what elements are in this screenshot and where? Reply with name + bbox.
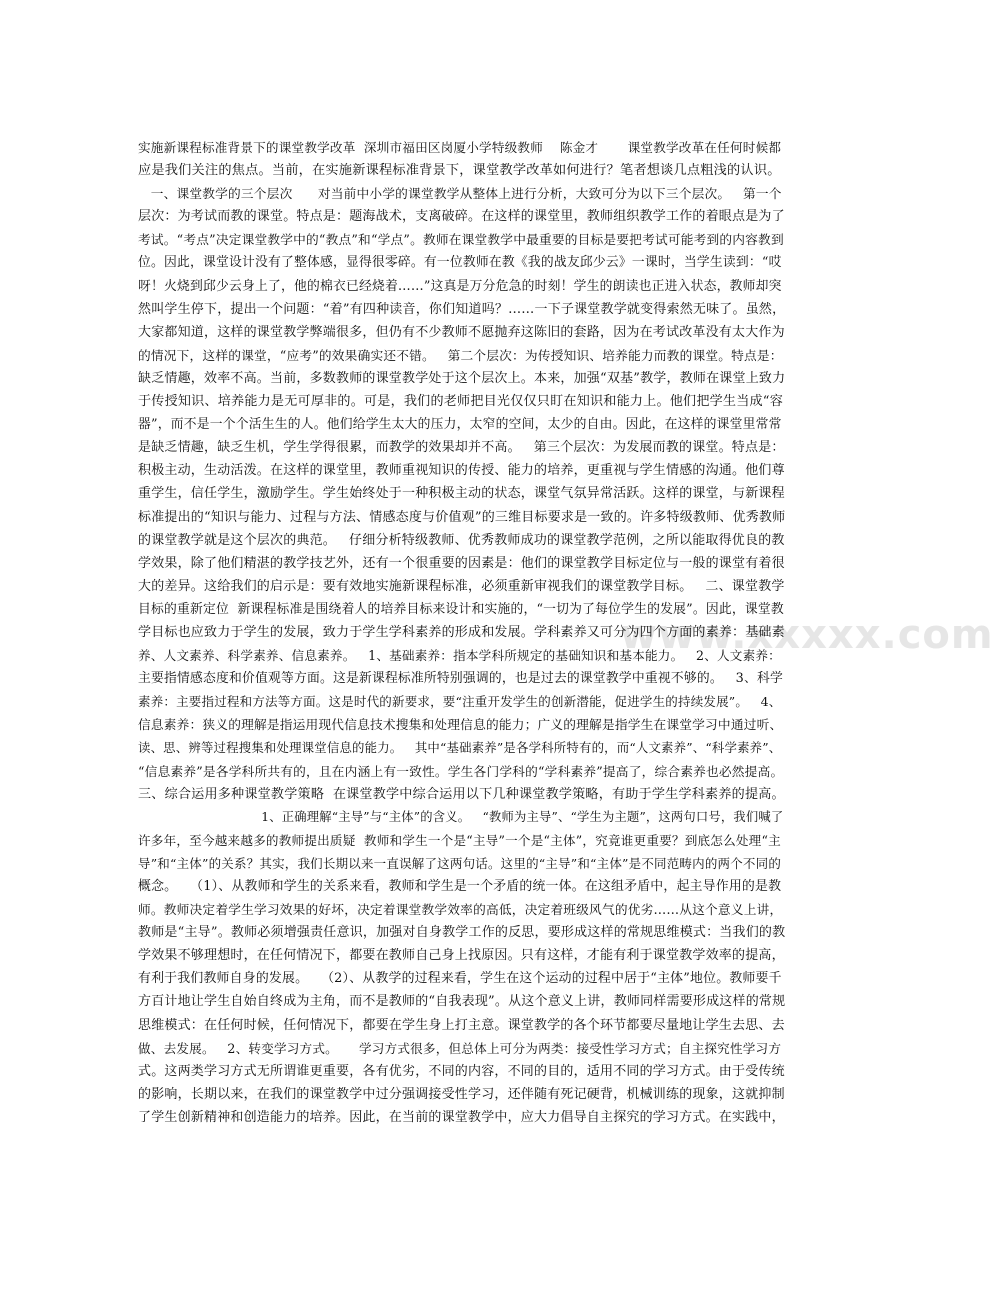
text-line: 大的差异。这给我们的启示是：要有效地实施新课程标准，必须重新审视我们的课堂教学目标。 二、课堂教学 (138, 578, 785, 594)
text-line: 三、综合运用多种课堂教学策略 在课堂教学中综合运用以下几种课堂教学策略，有助于学生学科素养的提高。 (138, 786, 785, 802)
text-line: 式。这两类学习方式无所谓谁更重要，各有优劣，不同的内容，不同的目的，适用不同的学习方式。由于受传统 (138, 1063, 785, 1079)
article-body (138, 136, 785, 1129)
text-line: 了学生创新精神和创造能力的培养。因此，在当前的课堂教学中，应大力倡导自主探究的学习方式。在实践中， (138, 1109, 785, 1125)
text-line: 教师是“主导”。教师必须增强责任意识，加强对自身教学工作的反思，要形成这样的常规思维模式：当我们的教 (138, 925, 786, 941)
text-line: 然叫学生停下，提出一个问题：“着”有四种读音，你们知道吗？……一下子课堂教学就变得索然无味了。虽然， (138, 301, 786, 317)
text-line: 器”，而不是一个个活生生的人。他们给学生太大的压力，太窄的空间，太少的自由。因此，在这样的课堂里常常 (138, 417, 782, 433)
text-line: 学目标也应致力于学生的发展，致力于学生学科素养的形成和发展。学科素养又可分为四个方面的素养：基础素 (138, 624, 785, 640)
text-line: 的情况下，这样的课堂，“应考”的效果确实还不错。 第二个层次：为传授知识、培养能力而教的课堂。特点是： (138, 347, 783, 363)
text-line: 师。教师决定着学生学习效果的好坏，决定着课堂教学效率的高低，决定着班级风气的优劣……从这个意义上讲， (138, 902, 783, 918)
text-line: 于传授知识、培养能力是无可厚非的。可是，我们的老师把目光仅仅只盯在知识和能力上。他们把学生当成“容 (138, 394, 783, 410)
watermark: www.xxxxx.com (620, 612, 994, 658)
text-line: 有利于我们教师自身的发展。 （2）、从教学的过程来看，学生在这个运动的过程中居于“主体”地位。教师要千 (138, 971, 782, 987)
text-line: 的课堂教学就是这个层次的典范。 仔细分析特级教师、优秀教师成功的课堂教学范例，之所以能取得优良的教 (138, 532, 785, 548)
text-line: 位。因此，课堂设计没有了整体感，显得很零碎。有一位教师在教《我的战友邱少云》一课时，当学生读到：“哎 (138, 255, 782, 271)
text-line: 方百计地让学生自始自终成为主角，而不是教师的“自我表现”。从这个意义上讲，教师同样需要形成这样的常规 (138, 994, 786, 1010)
text-line: 1、正确理解“主导”与“主体”的含义。 “教师为主导”、“学生为主题”，这两句口号，我们喊了 (138, 809, 784, 824)
text-line: 重学生，信任学生，激励学生。学生始终处于一种积极主动的状态，课堂气氛异常活跃。这样的课堂，与新课程 (138, 486, 785, 502)
text-line: 目标的重新定位 新课程标准是围绕着人的培养目标来设计和实施的，“一切为了每位学生的发展”。因此，课堂教 (138, 601, 784, 617)
text-line: “信息素养”是各学科所共有的，且在内涵上有一致性。学生各门学科的“学科素养”提高了，综合素养也必然提高。 (138, 763, 784, 779)
text-line: 养、人文素养、科学素养、信息素养。 1、基础素养：指本学科所规定的基础知识和基本能力。 2、人文素养： (138, 648, 781, 664)
text-line: 是缺乏情趣，缺乏生机，学生学得很累，而教学的效果却并不高。 第三个层次：为发展而教的课堂。特点是： (138, 440, 785, 456)
text-line: 一、课堂教学的三个层次 对当前中小学的课堂教学从整体上进行分析，大致可分为以下三个层次。 第一个 (138, 186, 782, 202)
text-line: 信息素养：狭义的理解是指运用现代信息技术搜集和处理信息的能力；广义的理解是指学生在课堂学习中通过听、 (138, 717, 783, 733)
text-line: 标准提出的“知识与能力、过程与方法、情感态度与价值观”的三维目标要求是一致的。许多特级教师、优秀教师 (138, 509, 786, 525)
text-line: 考试。“考点”决定课堂教学中的“教点”和“学点”。教师在课堂教学中最重要的目标是要把考试可能考到的内容教到 (138, 232, 784, 248)
text-line: 应是我们关注的焦点。当前，在实施新课程标准背景下，课堂教学改革如何进行？笔者想谈几点粗浅的认识。 (138, 163, 781, 179)
text-line: 概念。 （1）、从教师和学生的关系来看，教师和学生是一个矛盾的统一体。在这组矛盾中，起主导作用的是教 (138, 879, 782, 894)
text-line: 缺乏情趣，效率不高。当前，多数教师的课堂教学处于这个层次上。本来，加强“双基”教学，教师在课堂上致力 (138, 370, 786, 386)
text-line: 大家都知道，这样的课堂教学弊端很多，但仍有不少教师不愿抛弃这陈旧的套路，因为在考试改革没有太大作为 (138, 324, 785, 340)
text-line: 学效果，除了他们精湛的教学技艺外，还有一个很重要的因素是：他们的课堂教学目标定位与一般的课堂有着很 (138, 555, 785, 571)
text-line: 许多年，至今越来越多的教师提出质疑 教师和学生一个是“主导”一个是“主体”，究竟谁更重要？到底怎么处理“主 (138, 832, 781, 848)
text-line: 素养：主要指过程和方法等方面。这是时代的新要求，要“注重开发学生的创新潜能，促进学生的持续发展”。 4、 (138, 694, 782, 710)
text-line: 积极主动，生动活泼。在这样的课堂里，教师重视知识的传授、能力的培养，更重视与学生情感的沟通。他们尊 (138, 463, 785, 479)
text-line: 实施新课程标准背景下的课堂教学改革 深圳市福田区岗厦小学特级教师 陈金才 课堂教学改革在任何时候都 (138, 140, 782, 155)
text-line: 做、去发展。 2、转变学习方式。 学习方式很多，但总体上可分为两类：接受性学习方式；自主探究性学习方 (138, 1040, 782, 1056)
text-line: 读、思、辨等过程搜集和处理课堂信息的能力。 其中“基础素养”是各学科所特有的，而“人文素养”、“科学素养”、 (138, 740, 782, 756)
text-line: 导”和“主体”的关系？其实，我们长期以来一直误解了这两句话。这里的“主导”和“主体”是不同范畴内的两个不同的 (138, 855, 782, 871)
text-line: 层次：为考试而教的课堂。特点是：题海战术，支离破碎。在这样的课堂里，教师组织教学工作的着眼点是为了 (138, 209, 785, 225)
text-line: 主要指情感态度和价值观等方面。这是新课程标准所特别强调的，也是过去的课堂教学中重视不够的。 3、科学 (138, 671, 783, 687)
text-line: 思维模式：在任何时候，任何情况下，都要在学生身上打主意。课堂教学的各个环节都要尽量地让学生去思、去 (138, 1017, 785, 1033)
text-line: 学效果不够理想时，在任何情况下，都要在教师自己身上找原因。只有这样，才能有利于课堂教学效率的提高， (138, 948, 785, 964)
text-line: 的影响，长期以来，在我们的课堂教学中过分强调接受性学习，还伴随有死记硬背，机械训练的现象，这就抑制 (138, 1086, 785, 1102)
text-line: 呀！火烧到邱少云身上了，他的棉衣已经烧着……”这真是万分危急的时刻！学生的朗读也正进入状态，教师却突 (138, 278, 782, 294)
